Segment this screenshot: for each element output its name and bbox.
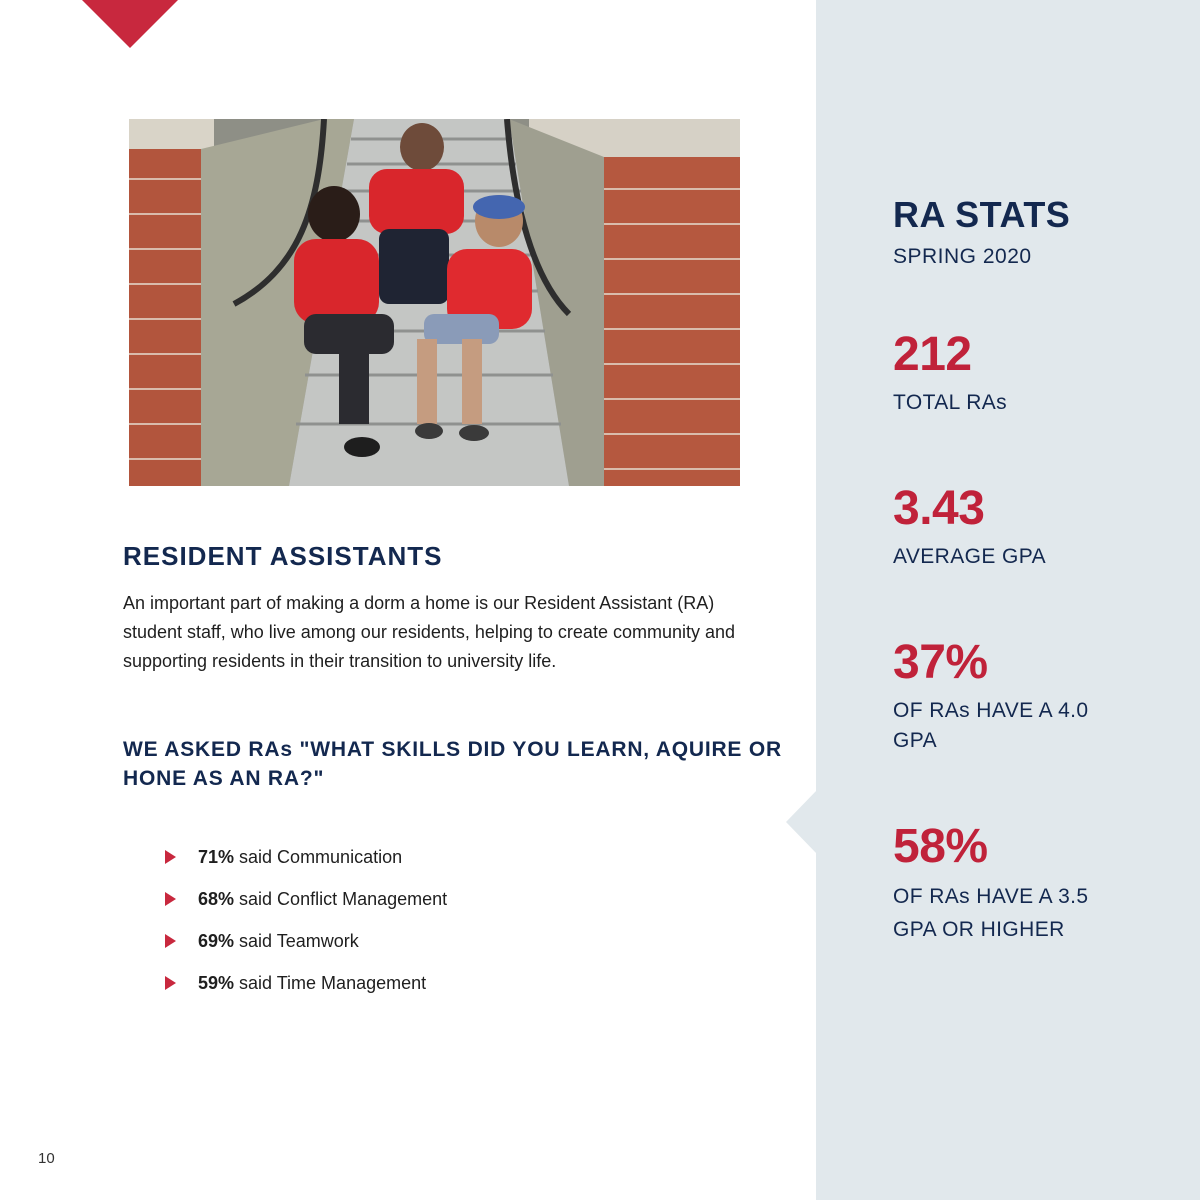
stat-average-gpa (893, 482, 1183, 572)
stat-label: OF RAs HAVE A 3.5 GPA OR HIGHER (893, 885, 1089, 941)
stats-subtitle: SPRING 2020 (893, 245, 1032, 268)
skill-percent: 69% (198, 930, 235, 951)
stat-label: TOTAL RAs (893, 391, 1008, 414)
list-item (165, 962, 765, 1004)
skill-percent: 71% (198, 846, 235, 867)
skill-percent: 68% (198, 888, 235, 909)
sidebar-notch-decoration (786, 790, 817, 854)
skill-text: said Teamwork (239, 930, 359, 951)
stat-value: 37% (893, 636, 988, 689)
stat-value: 3.43 (893, 482, 985, 535)
page-number: 10 (38, 1150, 55, 1167)
triangle-bullet-icon (165, 850, 176, 864)
skills-list (165, 836, 765, 1004)
stat-value: 212 (893, 328, 972, 381)
intro-paragraph: An important part of making a dorm a home is our Resident Assistant (RA) student staff, who live among our residents, helping to create community and supporting residents in their transition to university life. (123, 593, 736, 671)
triangle-bullet-icon (165, 976, 176, 990)
list-item (165, 920, 765, 962)
stat-4-gpa (893, 636, 1093, 756)
stat-label: AVERAGE GPA (893, 545, 1046, 568)
triangle-bullet-icon (165, 934, 176, 948)
skill-text: said Conflict Management (239, 888, 448, 909)
section-title: RESIDENT ASSISTANTS (123, 541, 443, 571)
stat-total-ras (893, 328, 1183, 418)
students-on-stairs-photo (129, 119, 740, 486)
stat-label: OF RAs HAVE A 4.0 GPA (893, 699, 1089, 752)
triangle-bullet-icon (165, 892, 176, 906)
survey-question: WE ASKED RAs "WHAT SKILLS DID YOU LEARN, AQUIRE OR HONE AS AN RA?" (123, 738, 782, 790)
list-item (165, 836, 765, 878)
list-item (165, 878, 765, 920)
skill-percent: 59% (198, 972, 235, 993)
stats-title: RA STATS (893, 194, 1071, 235)
stat-value: 58% (893, 820, 988, 873)
corner-triangle-decoration (82, 0, 178, 48)
stat-3-5-gpa (893, 820, 1123, 946)
stats-sidebar (816, 0, 1200, 1200)
skill-text: said Time Management (239, 972, 427, 993)
skill-text: said Communication (239, 846, 403, 867)
